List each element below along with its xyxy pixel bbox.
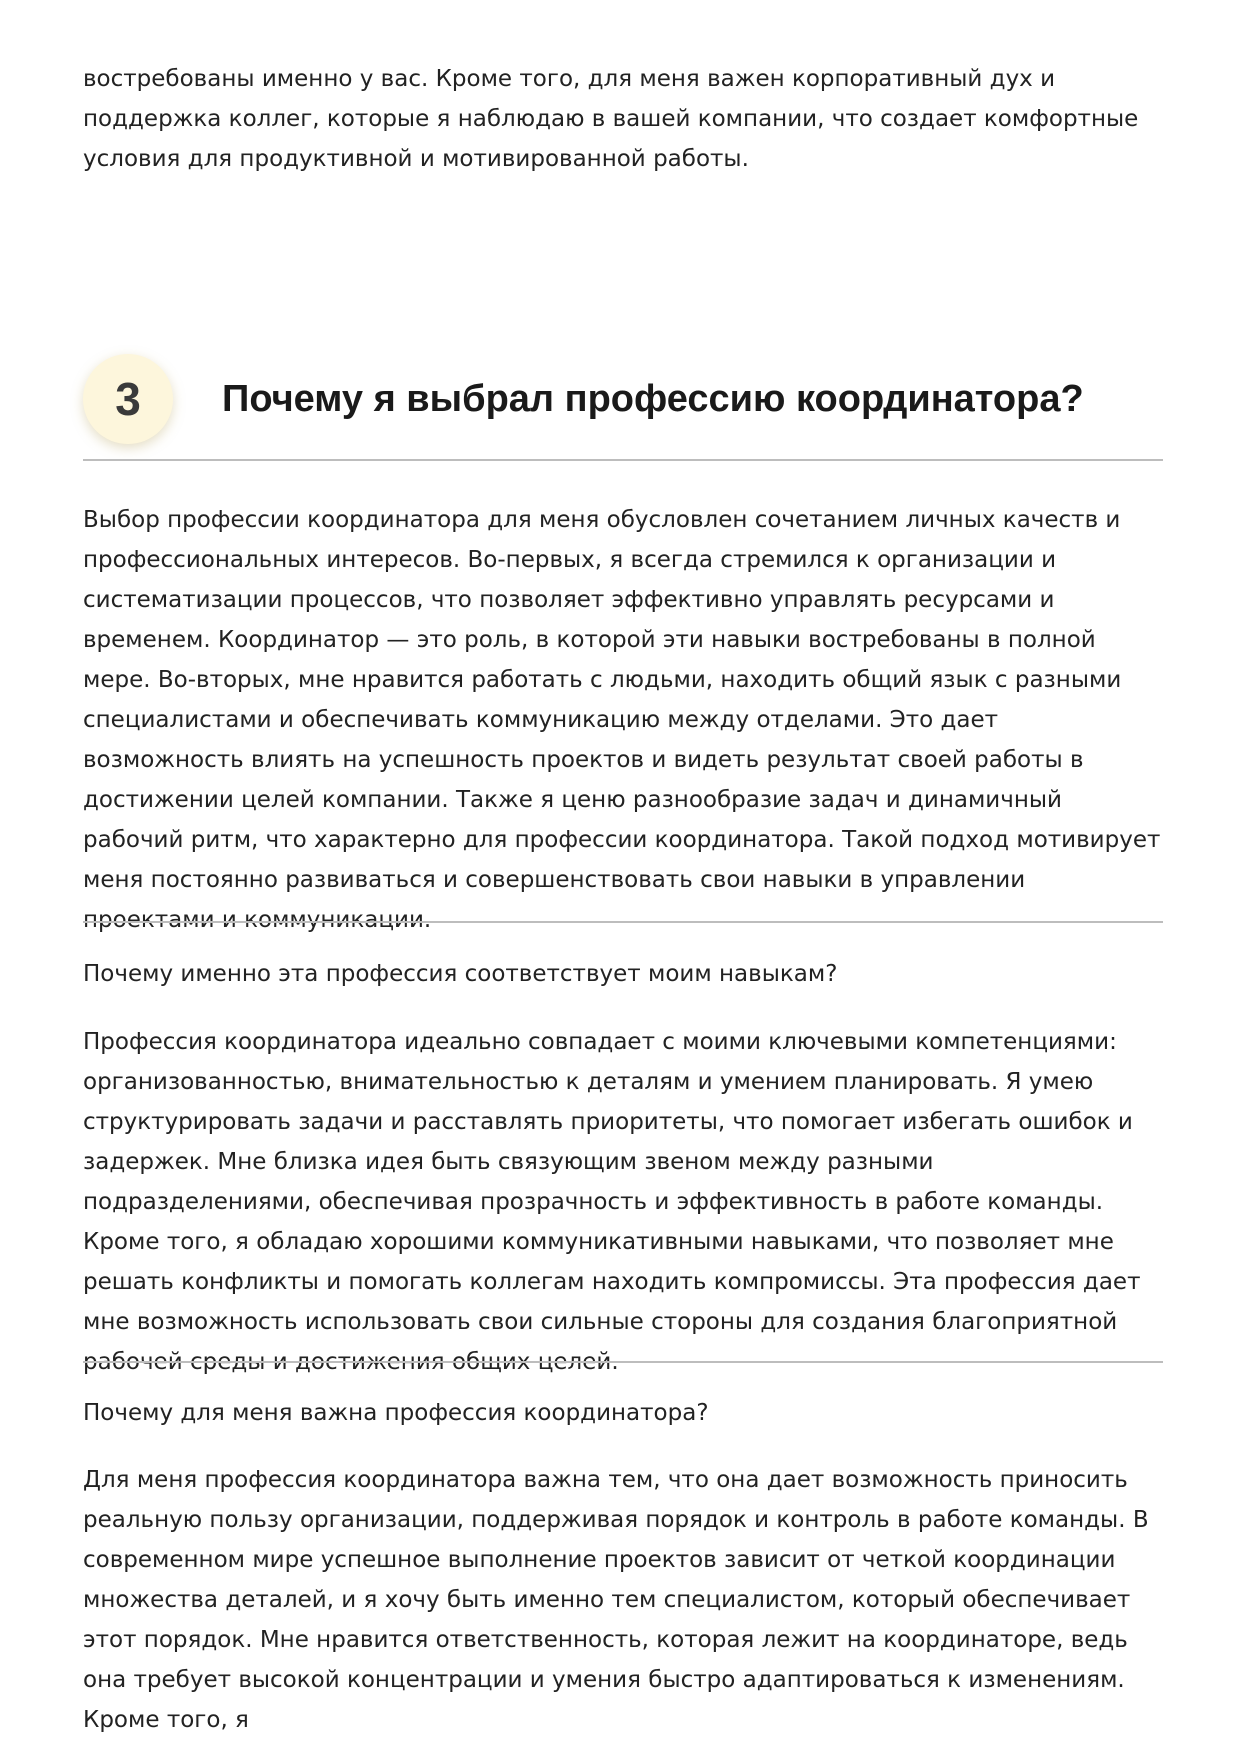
question-heading-2: Почему именно эта профессия соответствует моим навыкам? [83, 961, 838, 987]
answer-paragraph-3: Для меня профессия координатора важна тем, что она дает возможность приносить реальную пользу организации, поддерживая порядок и контроль в работе команды. В современном мире успешное выполнение проектов зависит от четкой координации множества деталей, и я хочу быть именно тем специалистом, который обеспечивает этот порядок. Мне нравится ответственность, которая лежит на координаторе, ведь она требует высокой концентрации и умения быстро адаптироваться к изменениям. Кроме того, я [83, 1467, 1149, 1733]
question-heading-3: Почему для меня важна профессия координатора? [83, 1400, 709, 1426]
intro-paragraph: востребованы именно у вас. Кроме того, для меня важен корпоративный дух и поддержка коллег, которые я наблюдаю в вашей компании, что создает комфортные условия для продуктивной и мотивированной работы. [83, 66, 1139, 172]
answer-paragraph-1: Выбор профессии координатора для меня обусловлен сочетанием личных качеств и профессиональных интересов. Во-первых, я всегда стремился к организации и систематизации процессов, что позволяет эффективно управлять ресурсами и временем. Координатор — это роль, в которой эти навыки востребованы в полной мере. Во-вторых, мне нравится работать с людьми, находить общий язык с разными специалистами и обеспечивать коммуникацию между отделами. Это дает возможность влиять на успешность проектов и видеть результат своей работы в достижении целей компании. Также я ценю разнообразие задач и динамичный рабочий ритм, что характерно для профессии координатора. Такой подход мотивирует меня постоянно развиваться и совершенствовать свои навыки в управлении проектами и коммуникации. [83, 507, 1161, 933]
answer-paragraph-2: Профессия координатора идеально совпадает с моими ключевыми компетенциями: организованностью, внимательностью к деталям и умением планировать. Я умею структурировать задачи и расставлять приоритеты, что помогает избегать ошибок и задержек. Мне близка идея быть связующим звеном между разными подразделениями, обеспечивая прозрачность и эффективность в работе команды. Кроме того, я обладаю хорошими коммуникативными навыками, что позволяет мне решать конфликты и помогать коллегам находить компромиссы. Эта профессия дает мне возможность использовать свои сильные стороны для создания благоприятной рабочей среды и достижения общих целей. [83, 1029, 1141, 1375]
divider-2 [83, 1361, 1163, 1363]
section-title: Почему я выбрал профессию координатора? [222, 378, 1084, 420]
section-number-badge: 3 [83, 354, 173, 444]
section-header [83, 354, 1163, 462]
divider-1 [83, 921, 1163, 923]
section-divider [83, 459, 1163, 461]
